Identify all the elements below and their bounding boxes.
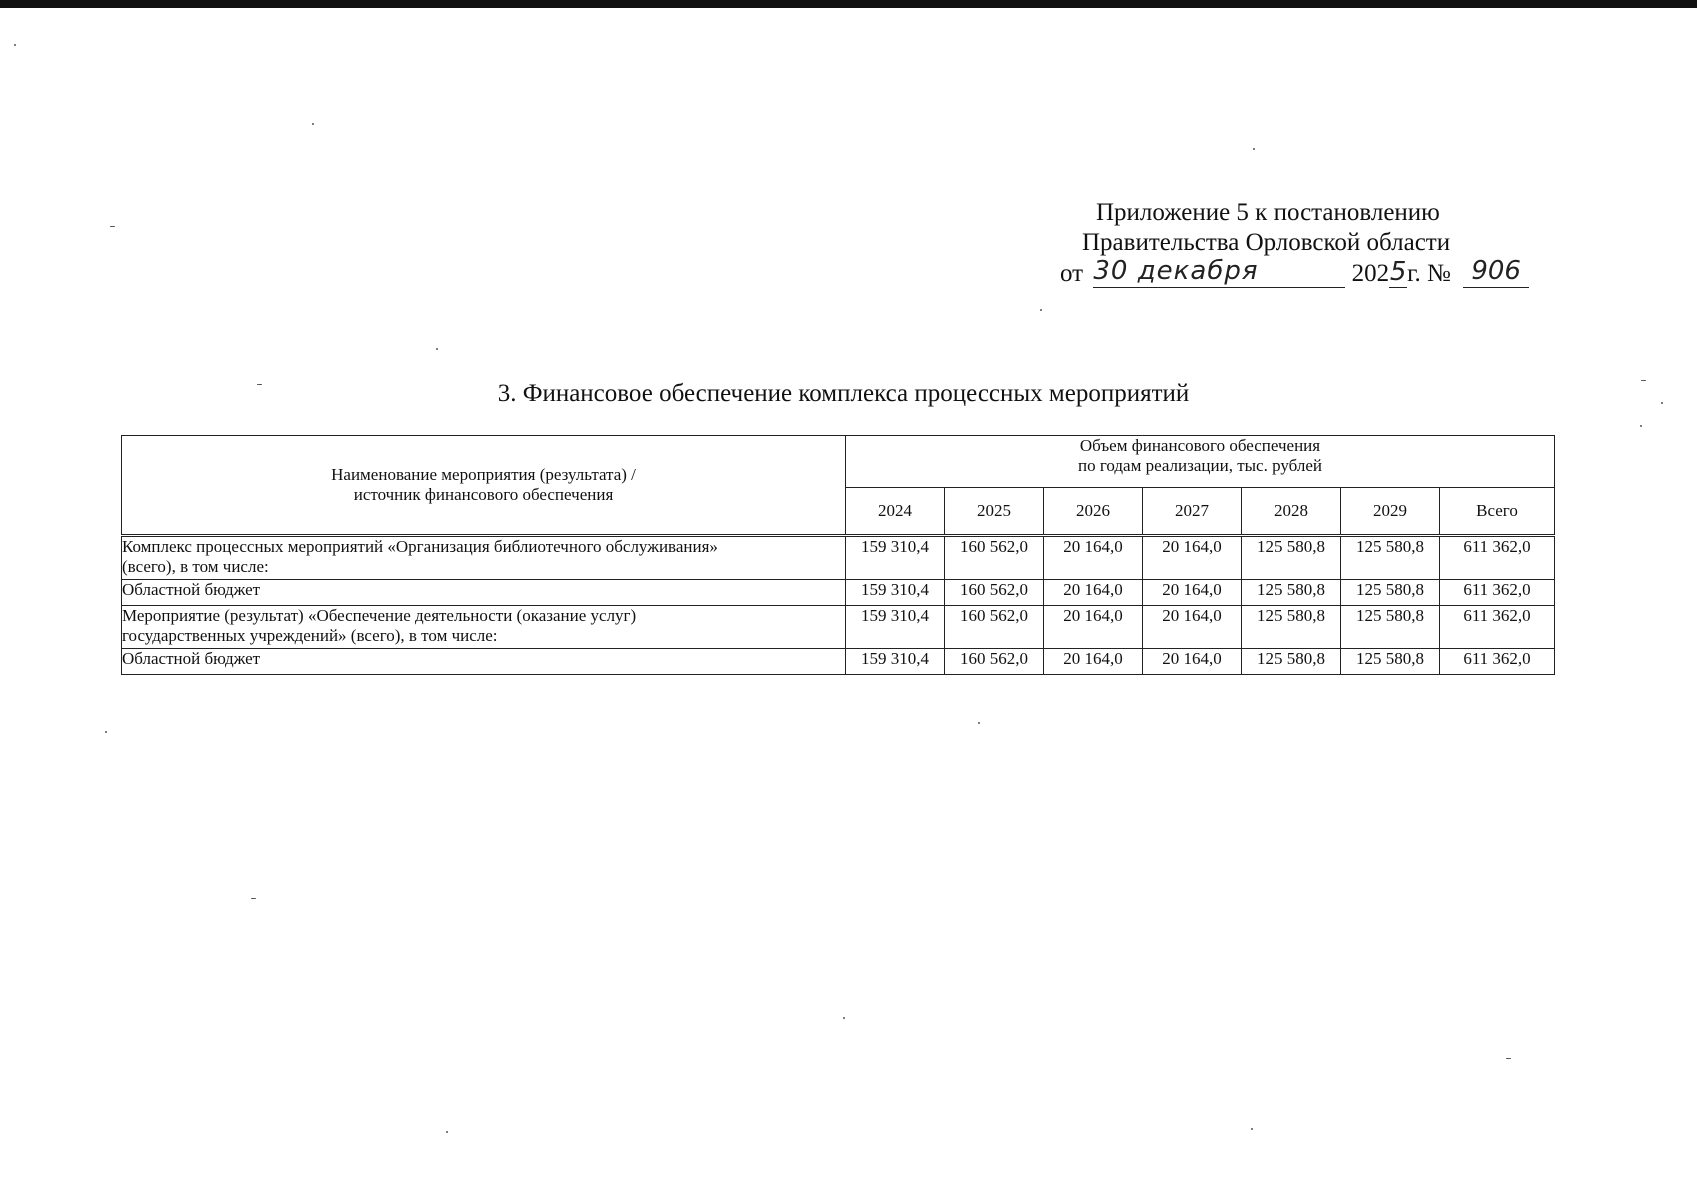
table-row xyxy=(122,606,1555,649)
value-cell: 20 164,0 xyxy=(1143,536,1242,580)
scan-speck xyxy=(105,731,107,733)
section-title-text: 3. Финансовое обеспечение комплекса процессных мероприятий xyxy=(497,380,1190,407)
value-cell: 160 562,0 xyxy=(945,649,1044,675)
scan-speck xyxy=(110,226,115,227)
name-column-header xyxy=(122,436,846,536)
table-row xyxy=(122,649,1555,675)
volume-column-header xyxy=(846,436,1555,488)
value-cell: 125 580,8 xyxy=(1242,649,1341,675)
value-cell: 20 164,0 xyxy=(1143,606,1242,649)
handwritten-year-digit: 5 xyxy=(1389,257,1407,287)
number-field xyxy=(1463,256,1529,288)
row-name-cell xyxy=(122,649,846,675)
value-cell: 20 164,0 xyxy=(1143,580,1242,606)
value-cell: 160 562,0 xyxy=(945,580,1044,606)
year-column-header: 2028 xyxy=(1242,488,1341,536)
scan-speck xyxy=(1251,1128,1253,1130)
scan-top-edge xyxy=(0,0,1697,8)
name-header-line-2: источник финансового обеспечения xyxy=(353,485,614,504)
scan-speck xyxy=(978,722,980,724)
financing-table xyxy=(121,435,1555,675)
year-suffix: г. № xyxy=(1407,260,1451,287)
scan-speck xyxy=(1506,1058,1511,1059)
value-cell: 159 310,4 xyxy=(846,580,945,606)
row-name-cell xyxy=(122,536,846,580)
value-cell: 20 164,0 xyxy=(1044,536,1143,580)
year-column-header: 2025 xyxy=(945,488,1044,536)
row-name-cell xyxy=(122,580,846,606)
section-title xyxy=(0,380,1697,408)
total-column-header: Всего xyxy=(1440,488,1555,536)
scan-speck xyxy=(1640,425,1642,427)
date-field xyxy=(1093,256,1345,288)
value-cell: 125 580,8 xyxy=(1341,580,1440,606)
handwritten-date: 30 декабря xyxy=(1093,256,1259,286)
value-cell: 20 164,0 xyxy=(1044,606,1143,649)
scan-speck xyxy=(312,123,314,125)
table-row xyxy=(122,580,1555,606)
row-name-line-1: Областной бюджет xyxy=(122,649,261,668)
scan-speck xyxy=(251,898,256,899)
value-cell: 125 580,8 xyxy=(1242,606,1341,649)
scan-speck xyxy=(446,1131,448,1133)
row-name-line-2: государственных учреждений» (всего), в том числе: xyxy=(122,626,498,645)
value-cell: 125 580,8 xyxy=(1341,606,1440,649)
year-column-header: 2024 xyxy=(846,488,945,536)
value-cell: 20 164,0 xyxy=(1044,580,1143,606)
year-column-header: 2029 xyxy=(1341,488,1440,536)
appendix-line-1: Приложение 5 к постановлению xyxy=(1096,199,1440,226)
value-cell: 20 164,0 xyxy=(1143,649,1242,675)
scan-speck xyxy=(14,44,16,46)
total-cell: 611 362,0 xyxy=(1440,536,1555,580)
name-header-line-1: Наименование мероприятия (результата) / xyxy=(331,465,636,484)
value-cell: 160 562,0 xyxy=(945,536,1044,580)
value-cell: 159 310,4 xyxy=(846,536,945,580)
year-column-header: 2026 xyxy=(1044,488,1143,536)
value-cell: 125 580,8 xyxy=(1242,536,1341,580)
scan-speck xyxy=(436,348,438,350)
value-cell: 125 580,8 xyxy=(1341,649,1440,675)
row-name-line-2: (всего), в том числе: xyxy=(122,557,269,576)
from-label: от xyxy=(1060,260,1084,287)
year-column-header: 2027 xyxy=(1143,488,1242,536)
total-cell: 611 362,0 xyxy=(1440,606,1555,649)
volume-header-line-2: по годам реализации, тыс. рублей xyxy=(1078,456,1322,475)
handwritten-number: 906 xyxy=(1471,256,1521,286)
row-name-line-1: Областной бюджет xyxy=(122,580,261,599)
value-cell: 160 562,0 xyxy=(945,606,1044,649)
value-cell: 159 310,4 xyxy=(846,606,945,649)
row-name-line-1: Мероприятие (результат) «Обеспечение деятельности (оказание услуг) xyxy=(122,606,637,625)
year-prefix: 202 xyxy=(1351,260,1390,287)
row-name-cell xyxy=(122,606,846,649)
scan-speck xyxy=(1253,148,1255,150)
appendix-line-2: Правительства Орловской области xyxy=(1082,229,1451,256)
total-cell: 611 362,0 xyxy=(1440,649,1555,675)
row-name-line-1: Комплекс процессных мероприятий «Организация библиотечного обслуживания» xyxy=(122,537,718,556)
volume-header-line-1: Объем финансового обеспечения xyxy=(1079,436,1321,455)
scan-speck xyxy=(1040,309,1042,311)
value-cell: 20 164,0 xyxy=(1044,649,1143,675)
value-cell: 125 580,8 xyxy=(1341,536,1440,580)
value-cell: 125 580,8 xyxy=(1242,580,1341,606)
appendix-date-line xyxy=(1060,258,1529,290)
total-cell: 611 362,0 xyxy=(1440,580,1555,606)
scan-speck xyxy=(843,1017,845,1019)
table-row xyxy=(122,536,1555,580)
value-cell: 159 310,4 xyxy=(846,649,945,675)
